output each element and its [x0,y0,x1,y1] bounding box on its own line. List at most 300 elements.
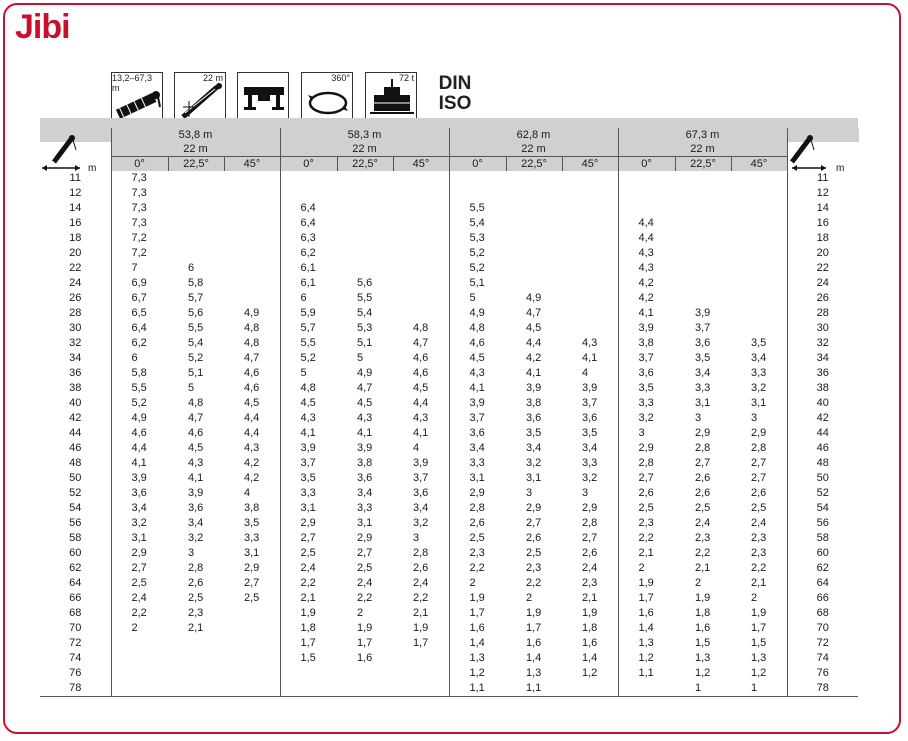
load-value-cell: 2 [618,561,675,576]
load-value-cell: 3,5 [280,471,337,486]
radius-cell-right: 76 [787,666,858,681]
load-value-cell: 3,2 [618,411,675,426]
load-value-cell [393,201,449,216]
radius-cell-right: 74 [787,651,858,666]
load-value-cell: 2,6 [413,562,429,574]
load-value-cell: 2,9 [695,427,711,439]
radius-cell-right: 16 [787,216,858,231]
load-value-cell: 3,3 [751,367,767,379]
load-value-cell: 3,9 [695,307,711,319]
radius-cell: 12 [69,187,82,199]
table-row [40,531,858,546]
load-value-cell: 5,1 [188,367,204,379]
load-value-cell: 5,9 [280,306,337,321]
load-value-cell: 1,9 [280,606,337,621]
load-value-cell: 4,2 [244,472,260,484]
load-value-cell [731,216,787,231]
load-value-cell: 2,8 [695,442,711,454]
load-value-cell: 3,5 [582,427,598,439]
table-row [40,456,858,471]
load-value-cell: 4 [582,367,589,379]
load-value-cell: 5 [188,382,195,394]
radius-cell: 76 [69,667,82,679]
angle-header: 22,5° [168,157,224,172]
load-value-cell: 3 [188,547,195,559]
load-value-cell: 6,4 [111,321,168,336]
radius-cell: 64 [69,577,82,589]
load-value-cell: 2,5 [618,501,675,516]
load-value-cell: 5,1 [449,276,506,291]
load-value-cell: 1,8 [582,622,598,634]
load-value-cell [562,261,618,276]
load-value-cell: 1,9 [751,607,767,619]
load-value-cell: 2,1 [280,591,337,606]
load-value-cell: 4,3 [582,337,598,349]
load-value-cell: 2,9 [280,516,337,531]
load-value-cell: 2,9 [751,427,767,439]
table-row [40,501,858,516]
load-value-cell: 4,1 [582,352,598,364]
table-row [40,441,858,456]
load-value-cell [111,666,168,681]
load-value-cell: 2,7 [582,532,598,544]
load-value-cell [224,186,280,201]
load-value-cell: 6,2 [111,336,168,351]
load-value-cell [562,681,618,697]
load-value-cell: 3,7 [618,351,675,366]
load-value-cell: 2,4 [111,591,168,606]
load-value-cell [506,261,562,276]
load-value-cell: 2,6 [188,577,204,589]
load-value-cell: 1,7 [280,636,337,651]
load-value-cell: 5,6 [357,277,373,289]
load-value-cell: 4,8 [449,321,506,336]
load-value-cell: 5,5 [188,322,204,334]
jib-length-header: 22 m [618,142,787,157]
load-value-cell: 1,7 [449,606,506,621]
radius-cell-right: 64 [787,576,858,591]
load-value-cell: 3,3 [695,382,711,394]
load-value-cell: 2,8 [413,547,429,559]
load-value-cell [506,171,562,186]
table-row [40,171,858,186]
load-value-cell: 3,4 [413,502,429,514]
load-value-cell: 3,6 [582,412,598,424]
angle-header: 45° [731,157,787,172]
load-value-cell [731,321,787,336]
load-value-cell: 2,4 [695,517,711,529]
load-value-cell: 3,8 [357,457,373,469]
load-value-cell: 5,7 [280,321,337,336]
load-value-cell: 3,9 [582,382,598,394]
load-value-cell: 2 [695,577,702,589]
load-value-cell: 1,1 [618,666,675,681]
radius-cell: 70 [69,622,82,634]
load-value-cell: 4,1 [111,456,168,471]
load-value-cell [111,651,168,666]
load-value-cell: 1,9 [357,622,373,634]
load-value-cell: 3,3 [244,532,260,544]
radius-cell: 38 [69,382,82,394]
load-value-cell: 4,9 [111,411,168,426]
load-value-cell: 2,8 [188,562,204,574]
load-value-cell: 5,4 [357,307,373,319]
load-value-cell: 4,5 [357,397,373,409]
load-value-cell: 1,9 [449,591,506,606]
load-value-cell [562,306,618,321]
load-value-cell: 5,2 [188,352,204,364]
load-value-cell [393,276,449,291]
load-value-cell: 3,6 [413,487,429,499]
load-value-cell: 2,9 [357,532,373,544]
load-value-cell: 3 [618,426,675,441]
load-value-cell: 2,2 [449,561,506,576]
load-value-cell [393,681,449,697]
load-value-cell: 4,3 [449,366,506,381]
load-value-cell: 7,2 [111,246,168,261]
load-value-cell: 5,2 [111,396,168,411]
load-value-cell: 2,6 [526,532,542,544]
load-value-cell: 3,6 [618,366,675,381]
radius-cell-right: 46 [787,441,858,456]
radius-cell-right: 18 [787,231,858,246]
load-value-cell: 1,8 [280,621,337,636]
load-value-cell: 2,4 [357,577,373,589]
load-value-cell: 2,7 [357,547,373,559]
load-value-cell: 3,9 [449,396,506,411]
load-value-cell: 4,4 [526,337,542,349]
load-value-cell: 4,1 [413,427,429,439]
load-value-cell [280,171,337,186]
load-value-cell: 3,3 [280,486,337,501]
radius-cell-right: 68 [787,606,858,621]
load-value-cell: 3,5 [751,337,767,349]
load-value-cell: 3,3 [618,396,675,411]
load-value-cell: 3,7 [413,472,429,484]
load-value-cell [675,291,731,306]
radius-cell: 11 [69,172,81,184]
load-value-cell: 4,7 [188,412,204,424]
radius-cell-right: 11 [787,171,858,186]
din-iso-standard: DIN ISO [438,73,472,114]
load-value-cell: 5,3 [357,322,373,334]
radius-cell-right: 62 [787,561,858,576]
load-value-cell: 2,7 [618,471,675,486]
load-value-cell: 2,7 [244,577,260,589]
load-value-cell: 1,4 [582,652,598,664]
radius-cell-right: 28 [787,306,858,321]
load-value-cell: 1,9 [582,607,598,619]
radius-cell: 30 [69,322,82,334]
header-band [40,118,858,128]
load-value-cell: 4,5 [280,396,337,411]
load-value-cell: 1,5 [751,637,767,649]
load-value-cell [506,231,562,246]
load-value-cell: 6,4 [280,201,337,216]
load-value-cell: 4,5 [449,351,506,366]
load-value-cell [224,291,280,306]
load-value-cell [731,186,787,201]
load-value-cell [731,291,787,306]
load-value-cell: 4,6 [413,352,429,364]
radius-cell: 56 [69,517,82,529]
radius-cell-right: 70 [787,621,858,636]
radius-cell-right: 60 [787,546,858,561]
load-value-cell: 1,9 [695,592,711,604]
load-value-cell: 3,4 [111,501,168,516]
angle-header: 22,5° [675,157,731,172]
load-value-cell: 3,6 [357,472,373,484]
load-value-cell: 5 [280,366,337,381]
load-value-cell [224,606,280,621]
radius-cell-right: 58 [787,531,858,546]
load-value-cell: 1,6 [618,606,675,621]
load-value-cell: 4,8 [244,322,260,334]
load-value-cell: 2,2 [357,592,373,604]
load-value-cell [675,171,731,186]
load-value-cell: 1,9 [526,607,542,619]
load-value-cell: 5,4 [449,216,506,231]
load-value-cell: 4,7 [357,382,373,394]
load-value-cell [731,276,787,291]
load-value-cell [449,186,506,201]
load-value-cell: 4,9 [449,306,506,321]
load-value-cell: 3,4 [695,367,711,379]
load-value-cell: 1,3 [449,651,506,666]
load-value-cell: 4,3 [280,411,337,426]
load-value-cell [731,201,787,216]
load-value-cell: 1,3 [618,636,675,651]
load-value-cell: 3 [526,487,533,499]
radius-cell: 72 [69,637,82,649]
load-value-cell: 4,8 [188,397,204,409]
table-row [40,651,858,666]
load-value-cell [506,276,562,291]
load-value-cell: 1,5 [695,637,711,649]
load-value-cell: 1,3 [526,667,542,679]
load-value-cell: 4,1 [357,427,373,439]
load-value-cell [393,261,449,276]
load-value-cell: 3,3 [357,502,373,514]
angle-header: 0° [449,157,506,172]
table-row [40,186,858,201]
radius-cell-right: 22 [787,261,858,276]
radius-cell: 54 [69,502,82,514]
load-value-cell: 1,7 [618,591,675,606]
load-value-cell: 4,8 [413,322,429,334]
load-value-cell: 1,8 [695,607,711,619]
load-value-cell: 3,4 [526,442,542,454]
angle-header: 0° [280,157,337,172]
radius-cell: 62 [69,562,82,574]
load-value-cell: 2,3 [751,532,767,544]
load-value-cell [168,666,224,681]
counterweight-icon: 72 t [365,72,417,122]
load-value-cell [562,321,618,336]
load-value-cell: 2,2 [280,576,337,591]
radius-cell-right: 72 [787,636,858,651]
load-value-cell [675,231,731,246]
load-value-cell [506,186,562,201]
load-value-cell: 3,1 [526,472,542,484]
load-value-cell: 2 [357,607,364,619]
load-value-cell: 4,4 [244,412,260,424]
load-value-cell: 2,5 [280,546,337,561]
radius-cell-right: 50 [787,471,858,486]
load-value-cell: 2,6 [618,486,675,501]
angle-header: 0° [111,157,168,172]
table-row [40,666,858,681]
load-value-cell: 2 [751,592,758,604]
table-row [40,546,858,561]
load-value-cell [618,171,675,186]
load-value-cell: 3 [582,487,589,499]
load-value-cell: 3,9 [357,442,373,454]
load-value-cell [224,261,280,276]
load-value-cell: 2,2 [618,531,675,546]
load-value-cell: 3,9 [280,441,337,456]
load-value-cell: 3,5 [526,427,542,439]
load-value-cell: 3 [695,412,702,424]
table-row [40,276,858,291]
load-value-cell [224,276,280,291]
load-value-cell [562,201,618,216]
load-value-cell: 4,7 [244,352,260,364]
load-value-cell: 2,7 [751,472,767,484]
load-value-cell [393,651,449,666]
load-value-cell: 2,7 [695,457,711,469]
table-row [40,261,858,276]
load-value-cell [337,246,393,261]
radius-cell: 24 [69,277,82,289]
load-value-cell: 1,9 [413,622,429,634]
radius-cell-right: 26 [787,291,858,306]
radius-corner-left [40,128,111,171]
load-value-cell: 6 [280,291,337,306]
load-value-cell: 4,3 [188,457,204,469]
load-value-cell: 2,9 [449,486,506,501]
radius-cell-right: 14 [787,201,858,216]
load-value-cell: 5,5 [280,336,337,351]
load-value-cell: 3,2 [751,382,767,394]
load-value-cell: 7,3 [111,186,168,201]
load-value-cell: 4,6 [244,382,260,394]
angle-header: 0° [618,157,675,172]
load-value-cell: 1,6 [526,637,542,649]
load-value-cell [562,171,618,186]
table-row [40,201,858,216]
radius-cell: 78 [40,681,111,697]
unit-label-right: m [835,163,844,172]
load-value-cell: 2,7 [280,531,337,546]
load-value-cell [675,246,731,261]
load-value-cell [506,201,562,216]
load-value-cell: 6,3 [280,231,337,246]
load-value-cell: 2,4 [582,562,598,574]
load-value-cell: 3,4 [582,442,598,454]
table-row [40,246,858,261]
load-value-cell: 2,3 [449,546,506,561]
load-value-cell [731,231,787,246]
load-value-cell: 2,5 [449,531,506,546]
table-row [40,606,858,621]
load-value-cell: 3,8 [618,336,675,351]
load-value-cell: 2,6 [695,487,711,499]
load-value-cell: 3,6 [111,486,168,501]
jib-length-header: 22 m [449,142,618,157]
load-value-cell [280,681,337,697]
table-row [40,561,858,576]
table-row [40,396,858,411]
load-value-cell: 1,4 [618,621,675,636]
load-value-cell: 4,6 [413,367,429,379]
load-value-cell: 1,1 [506,681,562,697]
load-value-cell: 4,7 [526,307,542,319]
load-value-cell [224,666,280,681]
load-value-cell [618,201,675,216]
radius-cell: 42 [69,412,82,424]
load-value-cell: 6 [111,351,168,366]
jib-length-header: 22 m [111,142,280,157]
load-value-cell: 5,8 [188,277,204,289]
load-value-cell: 4,6 [244,367,260,379]
load-value-cell: 2,3 [188,607,204,619]
load-value-cell: 3,5 [244,517,260,529]
load-value-cell: 2,5 [188,592,204,604]
load-value-cell: 3,9 [526,382,542,394]
jib-icon: 22 m [174,72,226,122]
radius-cell-right: 66 [787,591,858,606]
brand-logo: Jibi [15,8,70,46]
load-value-cell: 2,8 [582,517,598,529]
load-value-cell: 5,8 [111,366,168,381]
load-value-cell [562,186,618,201]
load-value-cell: 4,9 [526,292,542,304]
radius-cell: 66 [69,592,82,604]
table-row [40,351,858,366]
load-value-cell: 3 [413,532,420,544]
radius-cell: 58 [69,532,82,544]
load-value-cell [168,636,224,651]
load-value-cell: 1,2 [695,667,711,679]
load-value-cell: 4,5 [188,442,204,454]
load-value-cell: 2,2 [413,592,429,604]
load-value-cell: 1,3 [751,652,767,664]
load-value-cell: 3,9 [618,321,675,336]
load-value-cell [675,261,731,276]
angle-header: 45° [562,157,618,172]
load-value-cell: 2,9 [618,441,675,456]
table-row [40,591,858,606]
radius-cell-right: 38 [787,381,858,396]
load-value-cell [224,681,280,697]
load-value-cell [168,171,224,186]
load-value-cell [168,651,224,666]
load-value-cell: 3,1 [357,517,373,529]
load-value-cell: 4,6 [449,336,506,351]
load-value-cell: 3,9 [111,471,168,486]
load-value-cell: 5 [449,291,506,306]
table-row [40,471,858,486]
radius-cell: 44 [69,427,82,439]
radius-cell: 34 [69,352,82,364]
unit-label-left: m [88,163,97,172]
load-value-cell [111,636,168,651]
load-value-cell: 3,1 [244,547,260,559]
load-value-cell: 7 [111,261,168,276]
load-value-cell: 2,9 [111,546,168,561]
radius-cell-right: 24 [787,276,858,291]
